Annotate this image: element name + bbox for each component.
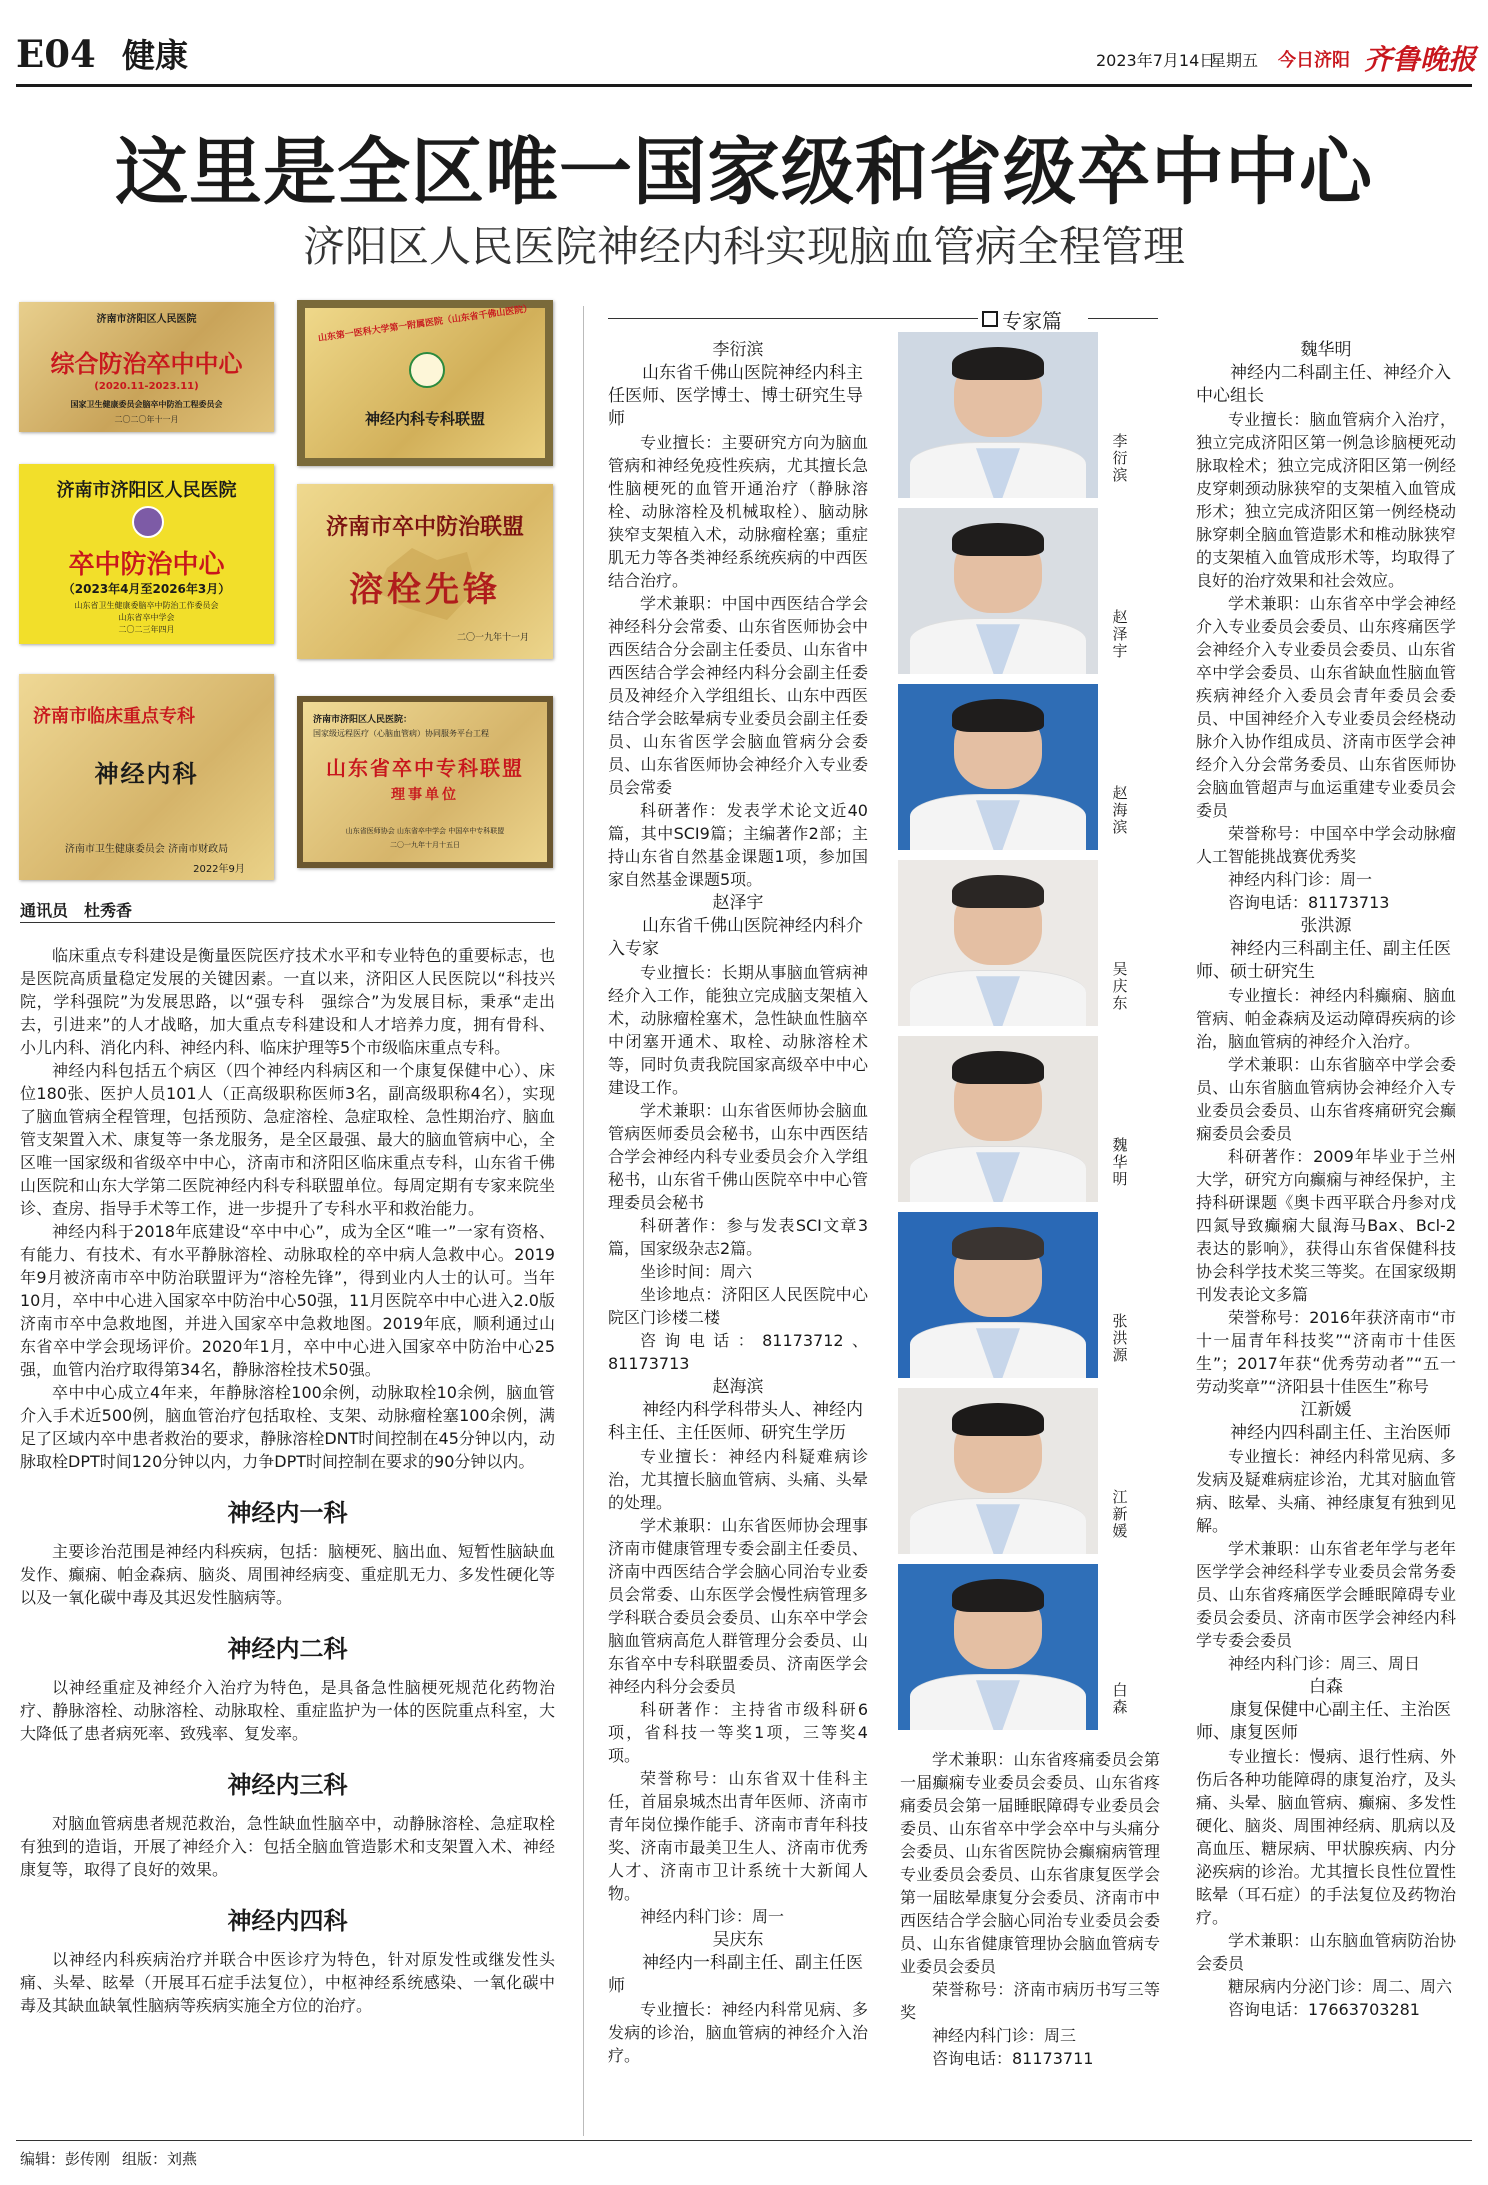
expert-detail: 荣誉称号：山东省双十佳科主任，首届泉城杰出青年医师、济南市青年岗位操作能手、济南市青年科技奖、济南市最美卫生人、济南市优秀人才、济南市卫计系统十大新闻人物。 [608, 1769, 868, 1903]
expert-detail: 学术兼职：山东省脑卒中学会委员、山东省脑血管病协会神经介入专业委员会委员、山东省疼痛研究会癫痫委员会委员 [1196, 1055, 1456, 1143]
hair-shape [952, 1051, 1044, 1084]
hair-shape [952, 1403, 1044, 1436]
expert-detail: 学术兼职：山东省卒中学会神经介入专业委员会委员、山东疼痛医学会神经介入专业委员会委员、山东省卒中学会委员、山东省缺血性脑血管疾病神经介入委员会青年委员会委员、中国神经介入专业委员会经桡动脉介入协作组成员、济南市医学会神经介入分会常务委员、山东省医师协会脑血管超声与血运重建专业委员会委员 [1196, 594, 1456, 820]
photo-caption: 赵泽宇 [1112, 608, 1128, 660]
expert-name: 江新媛 [1300, 1400, 1352, 1420]
subheadline: 济阳区人民医院神经内科实现脑血管病全程管理 [302, 222, 1185, 271]
expert-detail: 学术兼职：中国中西医结合学会神经科分会常委、山东省医师协会中西医结合分会副主任委员、山东省中西医结合学会神经内科分会副主任委员及神经介入学组组长、山东中西医结合学会眩晕病专业委员会副主任委员、山东省医学会脑血管病分会委员、山东省医师协会神经介入专业委员会常委 [608, 594, 868, 797]
plaque-year: 二〇一九年十一月 [456, 633, 529, 643]
expert-name: 赵海滨 [712, 1377, 764, 1397]
expert-detail: 专业擅长：神经内科常见病、多发病及疑难病症诊治，尤其对脑血管病、眩晕、头痛、神经康复有独到见解。 [1196, 1447, 1456, 1535]
plaque-date: （2023年4月至2026年3月） [62, 582, 231, 596]
plaque-title: 综合防治卒中中心 [50, 350, 243, 378]
expert-photos [898, 328, 1143, 1748]
intro-paragraph: 神经内科于2018年底建设“卒中中心”，成为全区“唯一”一家有资格、有能力、有技术、有水平静脉溶栓、动脉取栓的卒中病人急救中心。2019年9月被济南市卒中防治联盟评为“溶栓先锋”，得到业内人士的认可。当年10月，卒中中心进入国家卒中防治中心50强，11月医院卒中中心进入2.0版济南市卒中急救地图，并进入国家卒中急救地图。2019年底，顺利通过山东省卒中学会现场评价。2020年1月，卒中中心进入国家卒中防治中心25强，血管内治疗取得第34名，静脉溶栓技术50强。 [20, 1222, 555, 1379]
expert-photo [898, 684, 1098, 850]
plaque-stroke-prevention-provincial [19, 464, 274, 644]
expert-detail: 坐诊地点：济阳区人民医院中心院区门诊楼二楼 [608, 1285, 868, 1327]
hair-shape [952, 347, 1044, 380]
section-title: 神经内二科 [227, 1634, 348, 1663]
hair-shape [952, 1579, 1044, 1612]
expert-detail: 咨询电话：81173711 [932, 2049, 1094, 2068]
byline-rule [20, 922, 555, 923]
plaque-sub: 山东省卒中学会 [118, 613, 175, 622]
photo-caption: 魏华明 [1112, 1136, 1128, 1188]
plaque-sub: 理事单位 [391, 787, 459, 803]
plaque-year: 二〇二三年四月 [118, 625, 175, 634]
expert-tag-rule-left [608, 318, 978, 319]
expert-tag-rule-right [1088, 318, 1158, 319]
column-divider [583, 306, 584, 2136]
expert-detail: 学术兼职：山东省医师协会脑血管病医师委员会秘书，山东中西医结合学会神经内科专业委员会介入学组秘书，山东省千佛山医院卒中中心管理委员会秘书 [608, 1101, 868, 1212]
footer-editor: 编辑：彭传刚 [20, 2150, 111, 2168]
expert-position: 神经内一科副主任、副主任医师 [608, 1953, 863, 1996]
expert-detail: 专业擅长：脑血管病介入治疗，独立完成济阳区第一例急诊脑梗死动脉取栓术；独立完成济阳区第一例经皮穿刺颈动脉狭窄的支架植入血管成形术；独立完成济阳区第一例经桡动脉穿刺全脑血管造影术和椎动脉狭窄的支架植入血管成形术等，均取得了良好的治疗效果和社会效应。 [1196, 410, 1456, 590]
byline: 通讯员 杜秀香 [20, 901, 133, 920]
expert-detail: 科研著作：主持省市级科研6项，省科技一等奖1项，三等奖4项。 [608, 1700, 868, 1765]
expert-photo [898, 1388, 1098, 1554]
photo-caption: 张洪源 [1112, 1312, 1128, 1364]
intro-column [20, 944, 555, 2017]
issue-weekday: 星期五 [1210, 51, 1259, 70]
plaque-thrombolysis-pioneer [297, 484, 553, 659]
headline: 这里是全区唯一国家级和省级卒中中心 [115, 129, 1373, 215]
expert-detail: 专业擅长：慢病、退行性病、外伤后各种功能障碍的康复治疗，及头痛、头晕、脑血管病、癫痫、多发性硬化、脑炎、周围神经病、肌病以及高血压、糖尿病、甲状腺疾病、内分泌疾病的诊治。尤其擅长良性位置性眩晕（耳石症）的手法复位及药物治疗。 [1196, 1747, 1456, 1927]
expert-detail: 专业擅长：长期从事脑血管病神经介入工作，能独立完成脑支架植入术，动脉瘤栓塞术，急性缺血性脑卒中闭塞开通术、取栓、动脉溶栓术等，同时负责我院国家高级卒中中心建设工作。 [608, 963, 868, 1097]
photo-caption: 吴庆东 [1112, 960, 1128, 1012]
expert-detail: 专业擅长：神经内科癫痫、脑血管病、帕金森病及运动障碍疾病的诊治，脑血管病的神经介入治疗。 [1196, 986, 1456, 1051]
photo-caption: 赵海滨 [1112, 784, 1128, 836]
photo-caption: 白森 [1112, 1681, 1128, 1716]
expert-position: 神经内二科副主任、神经介入中心组长 [1196, 363, 1451, 406]
expert-name: 张洪源 [1300, 916, 1352, 936]
emblem-icon [132, 506, 164, 538]
expert-detail: 科研著作：参与发表SCI文章3篇，国家级杂志2篇。 [608, 1216, 868, 1258]
emblem-icon [409, 352, 445, 388]
expert-detail: 学术兼职：山东省老年学与老年医学学会神经科学专业委员会常务委员、山东省疼痛医学会睡眠障碍专业委员会委员、济南市医学会神经内科学专委会委员 [1196, 1539, 1456, 1650]
plaque-title: 山东省卒中专科联盟 [326, 756, 524, 780]
section-title: 神经内一科 [227, 1498, 348, 1527]
section-text: 以神经内科疾病治疗并联合中医诊疗为特色，针对原发性或继发性头痛、头晕、眩晕（开展耳石症手法复位），中枢神经系统感染、一氧化碳中毒及其缺血缺氧性脑病等疾病实施全方位的治疗。 [20, 1950, 555, 2015]
photo-caption: 李衍滨 [1112, 432, 1128, 484]
expert-column-2 [900, 1748, 1160, 2070]
expert-photo [898, 332, 1098, 498]
plaque-org: 济南市卒中防治联盟 [325, 515, 524, 540]
expert-photo [898, 1036, 1098, 1202]
plaque-year: 二〇二〇年十一月 [114, 415, 179, 424]
expert-name: 赵泽宇 [712, 893, 764, 913]
expert-photo [898, 1564, 1098, 1730]
expert-detail: 神经内科门诊：周三、周日 [1228, 1654, 1421, 1673]
expert-detail: 科研著作：发表学术论文近40篇，其中SCI9篇；主编著作2部；主持山东省自然基金课题1项，参加国家自然基金课题5项。 [608, 801, 868, 889]
plaque-title: 神经内科专科联盟 [364, 410, 485, 428]
intro-paragraph: 卒中中心成立4年来，年静脉溶栓100余例，动脉取栓10余例，脑血管介入手术近500例，脑血管治疗包括取栓、支架、动脉瘤栓塞100余例，满足了区域内卒中患者救治的要求，静脉溶栓DNT时间控制在45分钟以内，动脉取栓DPT时间120分钟以内，力争DPT时间控制在要求的90分钟以内。 [20, 1383, 555, 1471]
photo-caption: 江新媛 [1112, 1488, 1128, 1540]
expert-detail: 荣誉称号：济南市病历书写三等奖 [900, 1980, 1160, 2022]
expert-tag-label: 专家篇 [1002, 308, 1062, 333]
plaque-title: 神经内科 [94, 760, 199, 788]
expert-detail: 咨询电话：81173713 [1228, 893, 1390, 912]
expert-position: 山东省千佛山医院神经内科主任医师、医学博士、博士研究生导师 [608, 363, 863, 429]
page-number: E04 [16, 32, 96, 76]
expert-photo [898, 860, 1098, 1026]
section-text: 主要诊治范围是神经内科疾病，包括：脑梗死、脑出血、短暂性脑缺血发作、癫痫、帕金森病、脑炎、周围神经病变、重症肌无力、多发性硬化等以及一氧化碳中毒及其迟发性脑病等。 [20, 1542, 555, 1607]
plaque-stroke-center-national [19, 302, 274, 432]
expert-column-3 [1196, 338, 1456, 2021]
expert-detail: 专业擅长：神经内科疑难病诊治，尤其擅长脑血管病、头痛、头晕的处理。 [608, 1447, 868, 1512]
expert-position: 神经内三科副主任、副主任医师、硕士研究生 [1196, 939, 1451, 982]
plaque-org: 济南市济阳区人民医院： [313, 715, 413, 725]
plaque-issuer: 山东省医师协会 山东省卒中学会 中国卒中专科联盟 [345, 827, 505, 835]
footer-layout: 组版：刘燕 [122, 2150, 198, 2168]
plaque-title: 卒中防治中心 [68, 550, 225, 580]
plaque-date: (2020.11-2023.11) [94, 381, 199, 392]
section-name: 健康 [122, 36, 188, 75]
plaque-year: 2022年9月 [193, 864, 245, 875]
plaque-neurology-alliance [297, 300, 553, 466]
footer-rule [16, 2140, 1472, 2141]
document-icon [982, 311, 998, 327]
expert-detail: 荣誉称号：中国卒中学会动脉瘤人工智能挑战赛优秀奖 [1196, 824, 1456, 866]
plaque-title: 溶栓先锋 [349, 570, 501, 610]
expert-name: 白森 [1309, 1677, 1343, 1697]
expert-detail: 糖尿病内分泌门诊：周二、周六 [1228, 1977, 1453, 1996]
hair-shape [952, 875, 1044, 908]
expert-detail: 咨询电话：17663703281 [1228, 2000, 1420, 2019]
expert-detail: 咨询电话：81173712、81173713 [608, 1331, 868, 1373]
expert-detail: 科研著作：2009年毕业于兰州大学，研究方向癫痫与神经保护，主持科研课题《奥卡西平联合丹参对戊四氮导致癫痫大鼠海马Bax、Bcl-2表达的影响》，获得山东省保健科技协会科学技术奖三等奖。在国家级期刊发表论文多篇 [1196, 1147, 1456, 1304]
expert-column-1 [608, 338, 868, 2067]
expert-detail: 坐诊时间：周六 [640, 1262, 753, 1281]
expert-position: 康复保健中心副主任、主治医师、康复医师 [1196, 1700, 1451, 1743]
plaque-org: 济南市济阳区人民医院 [96, 314, 197, 325]
plaque-provincial-alliance [297, 696, 553, 868]
expert-detail: 学术兼职：山东脑血管病防治协会委员 [1196, 1931, 1456, 1973]
plaque-org: 济南市济阳区人民医院 [56, 480, 237, 501]
plaque-inner [303, 702, 547, 862]
expert-detail: 专业擅长：神经内科常见病、多发病的诊治，脑血管病的神经介入治疗。 [608, 2000, 868, 2065]
expert-position: 神经内科学科带头人、神经内科主任、主任医师、研究生学历 [608, 1400, 863, 1443]
expert-detail: 荣誉称号：2016年获济南市“市十一届青年科技奖”“济南市十佳医生”；2017年获“优秀劳动者”“五一劳动奖章”“济阳县十佳医生”称号 [1196, 1308, 1456, 1396]
plaque-org: 济南市临床重点专科 [33, 706, 195, 727]
section-title: 神经内四科 [227, 1906, 348, 1935]
hair-shape [952, 523, 1044, 556]
expert-photo [898, 1212, 1098, 1378]
plaque-inner [305, 304, 545, 458]
expert-detail: 学术兼职：山东省疼痛委员会第一届癫痫专业委员会委员、山东省疼痛委员会第一届睡眠障碍专业委员会委员、山东省卒中学会卒中与头痛分会委员、山东省医院协会癫痫病管理专业委员会委员、山东省康复医学会第一届眩晕康复分会委员、济南市中西医结合学会脑心同治专业委员会委员、山东省健康管理协会脑血管病专业委员会委员 [900, 1750, 1160, 1976]
expert-detail: 神经内科门诊：周一 [640, 1907, 785, 1926]
expert-position: 山东省千佛山医院神经内科介入专家 [608, 916, 863, 959]
intro-paragraph: 神经内科包括五个病区（四个神经内科病区和一个康复保健中心）、床位180张、医护人员101人（正高级职称医师3名，副高级职称4名），实现了脑血管病全程管理，包括预防、急症溶栓、急症取栓、急性期治疗、脑血管支架置入术、康复等一条龙服务，是全区最强、最大的脑血管病中心，全区唯一国家级和省级卒中中心，济南市和济阳区临床重点专科，山东省千佛山医院和山东大学第二医院神经内科专科联盟单位。每周定期有专家来院坐诊、查房、指导手术等工作，进一步提升了专科水平和救治能力。 [20, 1061, 555, 1218]
expert-name: 魏华明 [1300, 340, 1352, 360]
expert-name: 吴庆东 [712, 1930, 764, 1950]
section-text: 以神经重症及神经介入治疗为特色，是具备急性脑梗死规范化药物治疗、静脉溶栓、动脉溶栓、动脉取栓、重症监护为一体的医院重点科室，大大降低了患者病死率、致残率、复发率。 [20, 1678, 555, 1743]
newspaper-logo: 齐鲁晚报 [1364, 43, 1477, 76]
plaque-year: 二〇一九年十月十五日 [390, 841, 460, 849]
plaque-issuer: 济南市卫生健康委员会 济南市财政局 [64, 844, 229, 855]
section-title: 神经内三科 [227, 1770, 348, 1799]
expert-detail: 专业擅长：主要研究方向为脑血管病和神经免疫性疾病，尤其擅长急性脑梗死的血管开通治疗（静脉溶栓、动脉溶栓及机械取栓）、脑动脉狭窄支架植入术，动脉瘤栓塞；重症肌无力等各类神经系统疾病的中西医结合治疗。 [608, 433, 868, 590]
edition-name: 今日济阳 [1278, 50, 1350, 71]
hair-shape [952, 1227, 1044, 1260]
plaque-key-specialty [19, 674, 274, 880]
header-rule [16, 84, 1472, 87]
plaque-body: 国家级远程医疗（心脑血管病）协同服务平台工程 [313, 729, 489, 738]
issue-date: 2023年7月14日 [1096, 51, 1216, 70]
plaque-issuer: 山东省卫生健康委脑卒中防治工作委员会 [74, 601, 219, 610]
expert-photo [898, 508, 1098, 674]
expert-name: 李衍滨 [712, 340, 764, 360]
expert-position: 神经内四科副主任、主治医师 [1230, 1423, 1451, 1443]
expert-detail: 神经内科门诊：周一 [1228, 870, 1373, 889]
section-text: 对脑血管病患者规范救治，急性缺血性脑卒中，动静脉溶栓、急症取栓有独到的造诣，开展了神经介入：包括全脑血管造影术和支架置入术、神经康复等，取得了良好的效果。 [20, 1814, 555, 1879]
expert-detail: 神经内科门诊：周三 [932, 2026, 1077, 2045]
plaque-top-text: 山东第一医科大学第一附属医院（山东省千佛山医院） [317, 304, 533, 344]
intro-paragraph: 临床重点专科建设是衡量医院医疗技术水平和专业特色的重要标志，也是医院高质量稳定发展的关键因素。一直以来，济阳区人民医院以“科技兴院，学科强院”为发展思路，以“强专科 强综合”为发展目标，秉承“走出去，引进来”的人才战略，加大重点专科建设和人才培养力度，拥有骨科、小儿内科、消化内科、神经内科、临床护理等5个市级临床重点专科。 [20, 946, 555, 1057]
hair-shape [952, 699, 1044, 732]
plaque-issuer: 国家卫生健康委员会脑卒中防治工程委员会 [70, 400, 223, 409]
expert-detail: 学术兼职：山东省医师协会理事济南市健康管理专委会副主任委员、济南中西医结合学会脑心同治专业委员会常委、山东医学会慢性病管理多学科联合委员会委员、山东卒中学会脑血管病高危人群管理分会委员、山东省卒中专科联盟委员、济南医学会神经内科分会委员 [608, 1516, 868, 1696]
